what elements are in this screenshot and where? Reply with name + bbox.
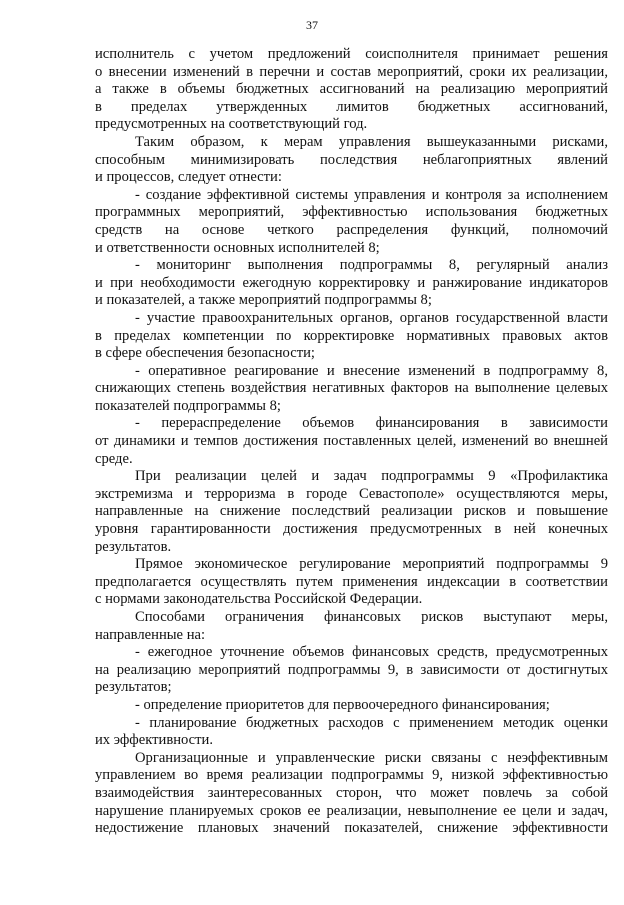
- text-line: управлением во время реализации подпрограммы 9, низкой эффективностью: [95, 767, 608, 784]
- text-line: недостижение плановых значений показателей, снижение эффективности: [95, 820, 608, 837]
- text-line: от динамики и темпов достижения поставленных целей, изменений во внешней: [95, 433, 608, 450]
- text-line: исполнитель с учетом предложений соисполнителя принимает решения: [95, 46, 608, 62]
- text-line: нарушение планируемых сроков ее реализации, невыполнение ее цели и задач,: [95, 802, 608, 819]
- text-line: среде.: [95, 450, 133, 467]
- text-line: предусмотренных на соответствующий год.: [95, 116, 368, 133]
- text-line: показателей подпрограммы 8;: [95, 397, 281, 414]
- text-line: и процессов, следует отнести:: [95, 169, 282, 186]
- text-line: экстремизма и терроризма в городе Севастополе» осуществляются меры,: [95, 485, 608, 502]
- text-line: результатов;: [95, 679, 172, 696]
- text-line: - участие правоохранительных органов, органов государственной власти: [135, 309, 608, 326]
- page-number: 37: [306, 18, 318, 32]
- text-line: При реализации целей и задач подпрограммы 9 «Профилактика: [135, 468, 608, 485]
- text-line: и ответственности основных исполнителей 8;: [95, 239, 380, 256]
- text-line: направленные на снижение последствий реализации рисков и повышение: [95, 503, 608, 520]
- text-line: а также в объемы бюджетных ассигнований на реализацию мероприятий: [95, 81, 608, 98]
- text-line: и показателей, а также мероприятий подпрограммы 8;: [95, 292, 432, 309]
- text-line: - мониторинг выполнения подпрограммы 8, регулярный анализ: [135, 257, 608, 274]
- text-line: взаимодействия заинтересованных сторон, что может повлечь за собой: [95, 784, 608, 801]
- text-line: Организационные и управленческие риски связаны с неэффективным: [135, 749, 608, 766]
- text-line: - определение приоритетов для первоочередного финансирования;: [135, 696, 550, 713]
- text-line: на реализацию мероприятий подпрограммы 9, в зависимости от достигнутых: [95, 661, 608, 678]
- text-line: снижающих степень воздействия негативных факторов на выполнение целевых: [95, 380, 608, 397]
- text-line: направленные на:: [95, 626, 206, 643]
- text-line: Прямое экономическое регулирование мероприятий подпрограммы 9: [135, 556, 608, 573]
- text-line: - создание эффективной системы управления и контроля за исполнением: [135, 186, 608, 203]
- text-line: с нормами законодательства Российской Федерации.: [95, 591, 423, 608]
- text-line: уровня гарантированности достижения предусмотренных в ней конечных: [95, 521, 608, 538]
- text-line: о внесении изменений в перечни и состав мероприятий, сроки их реализации,: [95, 63, 608, 80]
- text-line: - планирование бюджетных расходов с применением методик оценки: [135, 714, 608, 731]
- text-line: предполагается осуществлять путем применения индексации в соответствии: [95, 573, 608, 590]
- text-line: Способами ограничения финансовых рисков выступают меры,: [135, 609, 608, 625]
- text-line: в сфере обеспечения безопасности;: [95, 345, 315, 362]
- text-line: - перераспределение объемов финансирования в зависимости: [135, 415, 608, 432]
- text-line: в пределах утвержденных лимитов бюджетных ассигнований,: [95, 98, 608, 115]
- text-line: их эффективности.: [95, 732, 213, 749]
- text-line: и при необходимости ежегодную корректировку и ранжирование индикаторов: [95, 274, 608, 291]
- text-line: способным минимизировать последствия неблагоприятных явлений: [95, 151, 608, 168]
- text-line: программных мероприятий, эффективностью использования бюджетных: [95, 204, 608, 221]
- text-line: - оперативное реагирование и внесение изменений в подпрограмму 8,: [135, 362, 608, 379]
- text-line: Таким образом, к мерам управления вышеуказанными рисками,: [135, 133, 608, 150]
- text-line: результатов.: [95, 538, 172, 555]
- text-line: средств на основе четкого распределения функций, полномочий: [95, 221, 608, 238]
- body-text: [95, 46, 608, 838]
- text-line: в пределах компетенции по корректировке нормативных правовых актов: [95, 327, 608, 344]
- text-line: - ежегодное уточнение объемов финансовых средств, предусмотренных: [135, 644, 608, 661]
